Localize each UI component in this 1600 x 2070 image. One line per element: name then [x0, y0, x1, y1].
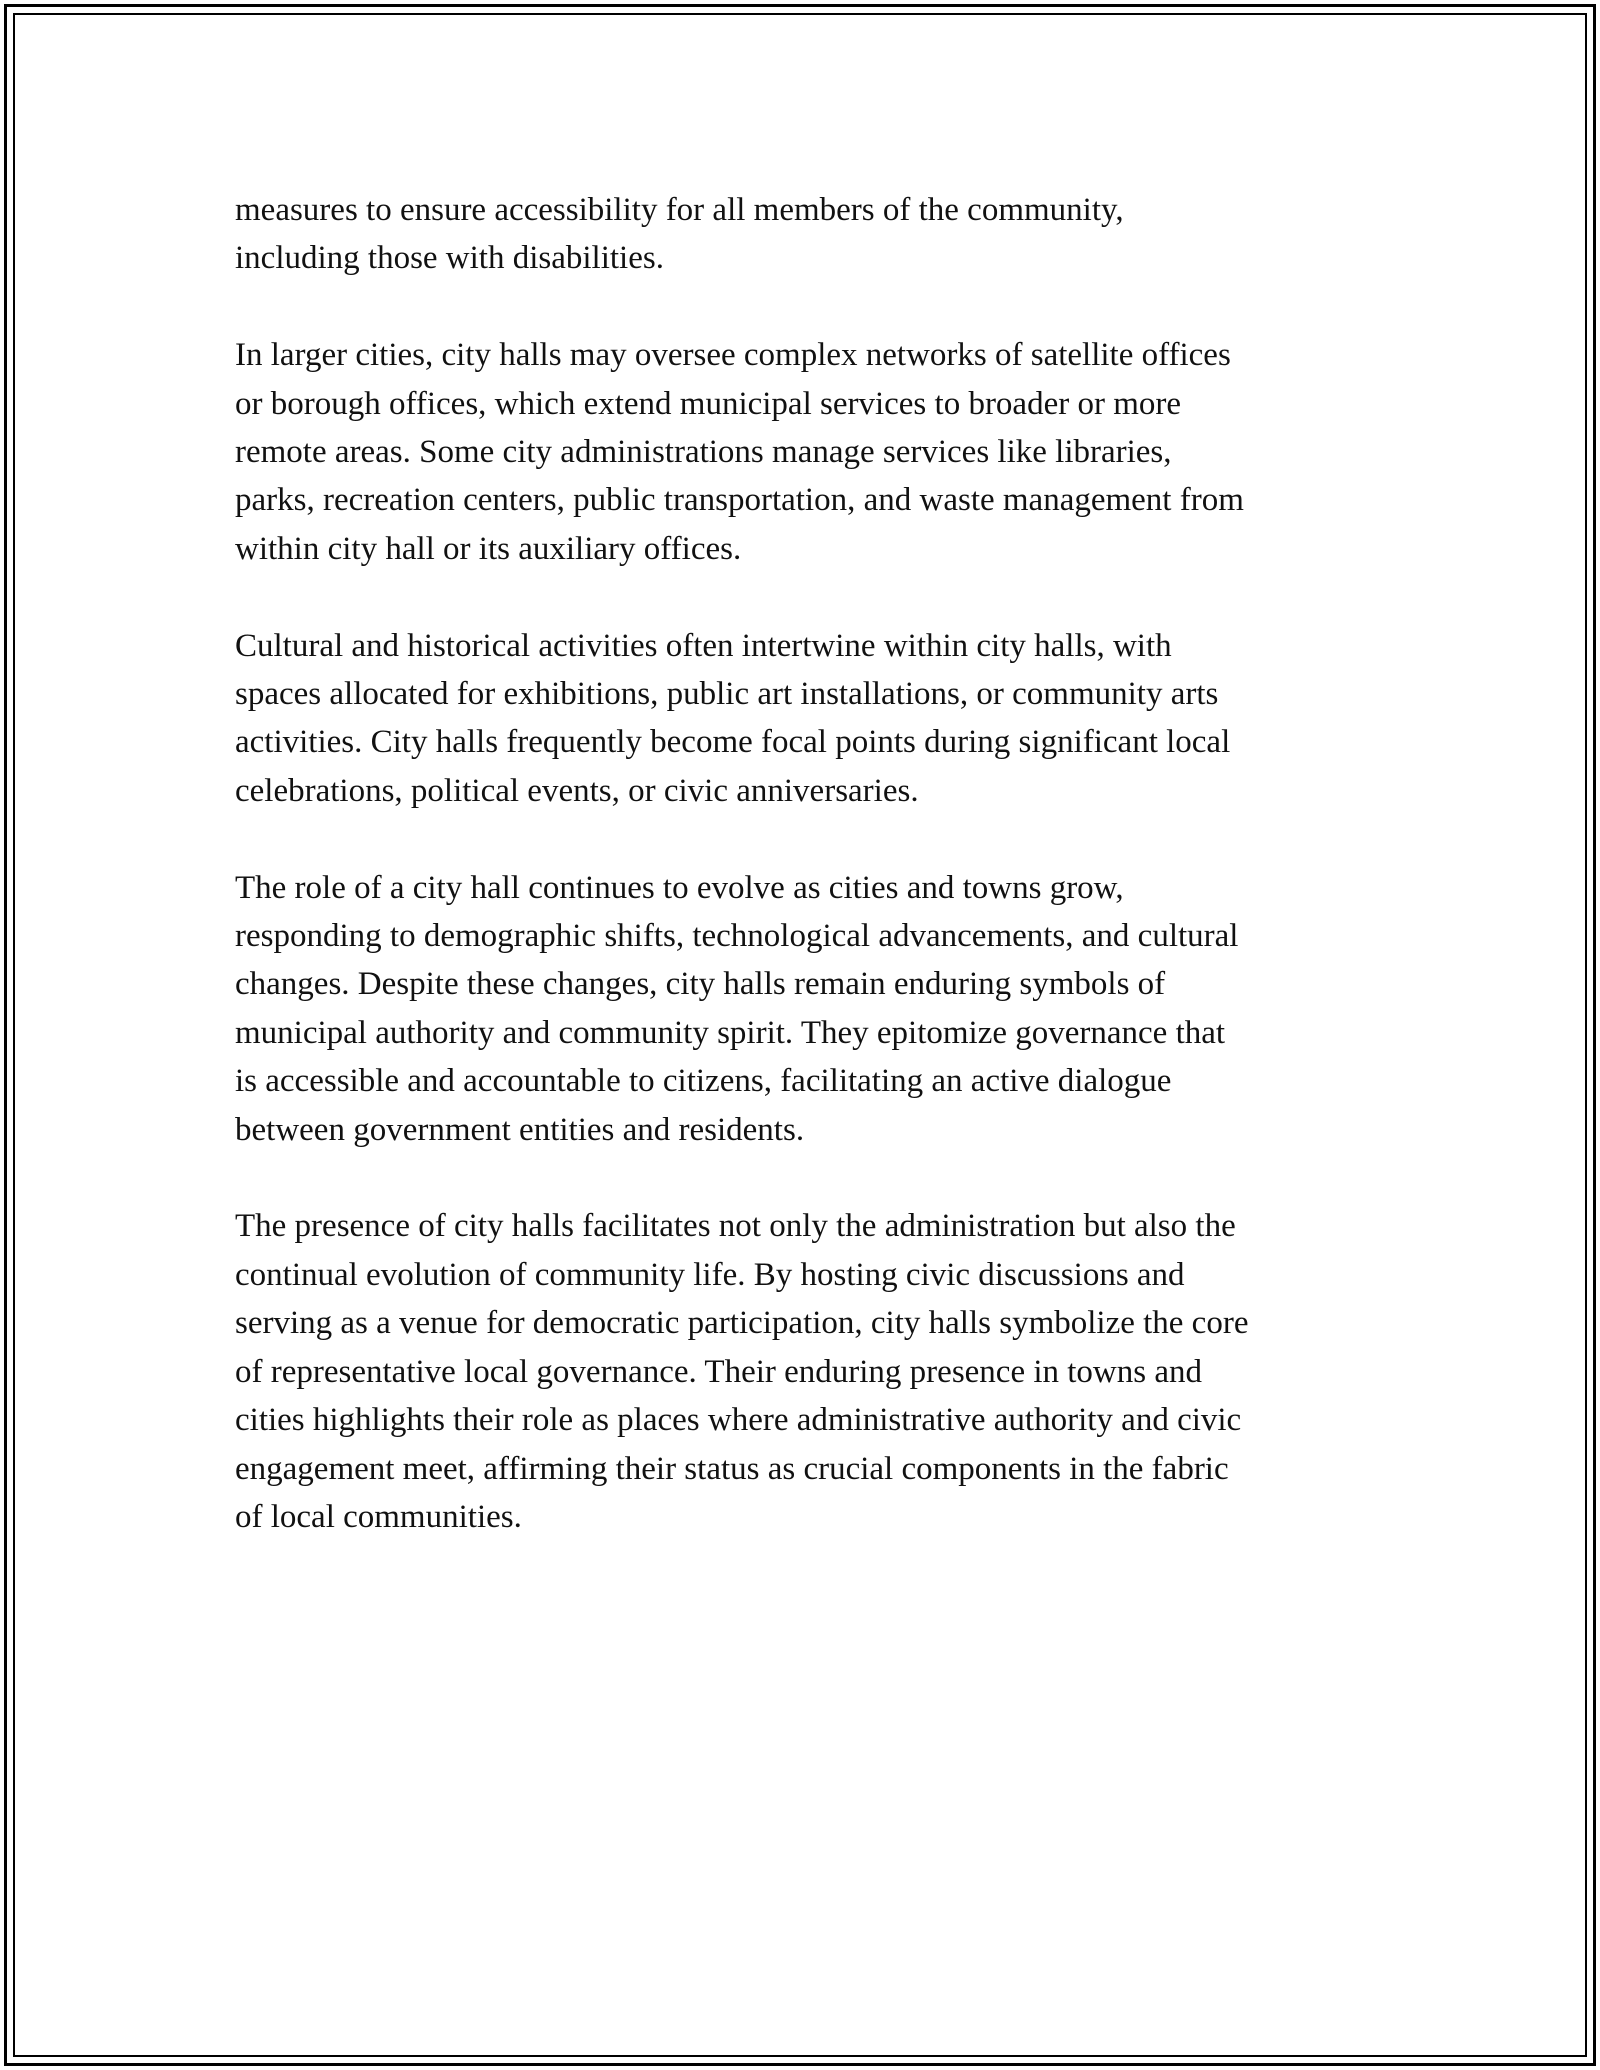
document-body	[235, 186, 1375, 1590]
paragraph-presence: The presence of city halls facilitates not only the administration but also the continual evolution of community life. By hosting civic discussions and serving as a venue for democratic participation, city halls symbolize the core of representative local governance. Their enduring presence in towns and cities highlights their role as places where administrative authority and civic engagement meet, affirming their status as crucial components in the fabric of local communities.	[235, 1208, 1249, 1535]
paragraph-larger-cities: In larger cities, city halls may oversee complex networks of satellite offices or borough offices, which extend municipal services to broader or more remote areas. Some city administrations manage services like libraries, parks, recreation centers, public transportation, and waste management from within city hall or its auxiliary offices.	[235, 337, 1244, 567]
paragraph-cultural-activities: Cultural and historical activities often intertwine within city halls, with spaces allocated for exhibitions, public art installations, or community arts activities. City halls frequently become focal points during significant local celebrations, political events, or civic anniversaries.	[235, 627, 1231, 809]
paragraph-accessibility: measures to ensure accessibility for all members of the community, including those with disabilities.	[235, 192, 1124, 277]
paragraph-evolving-role: The role of a city hall continues to evolve as cities and towns grow, responding to demographic shifts, technological advancements, and cultural changes. Despite these changes, city halls remain enduring symbols of municipal authority and community spirit. They epitomize governance that is accessible and accountable to citizens, facilitating an active dialogue between government entities and residents.	[235, 869, 1239, 1148]
